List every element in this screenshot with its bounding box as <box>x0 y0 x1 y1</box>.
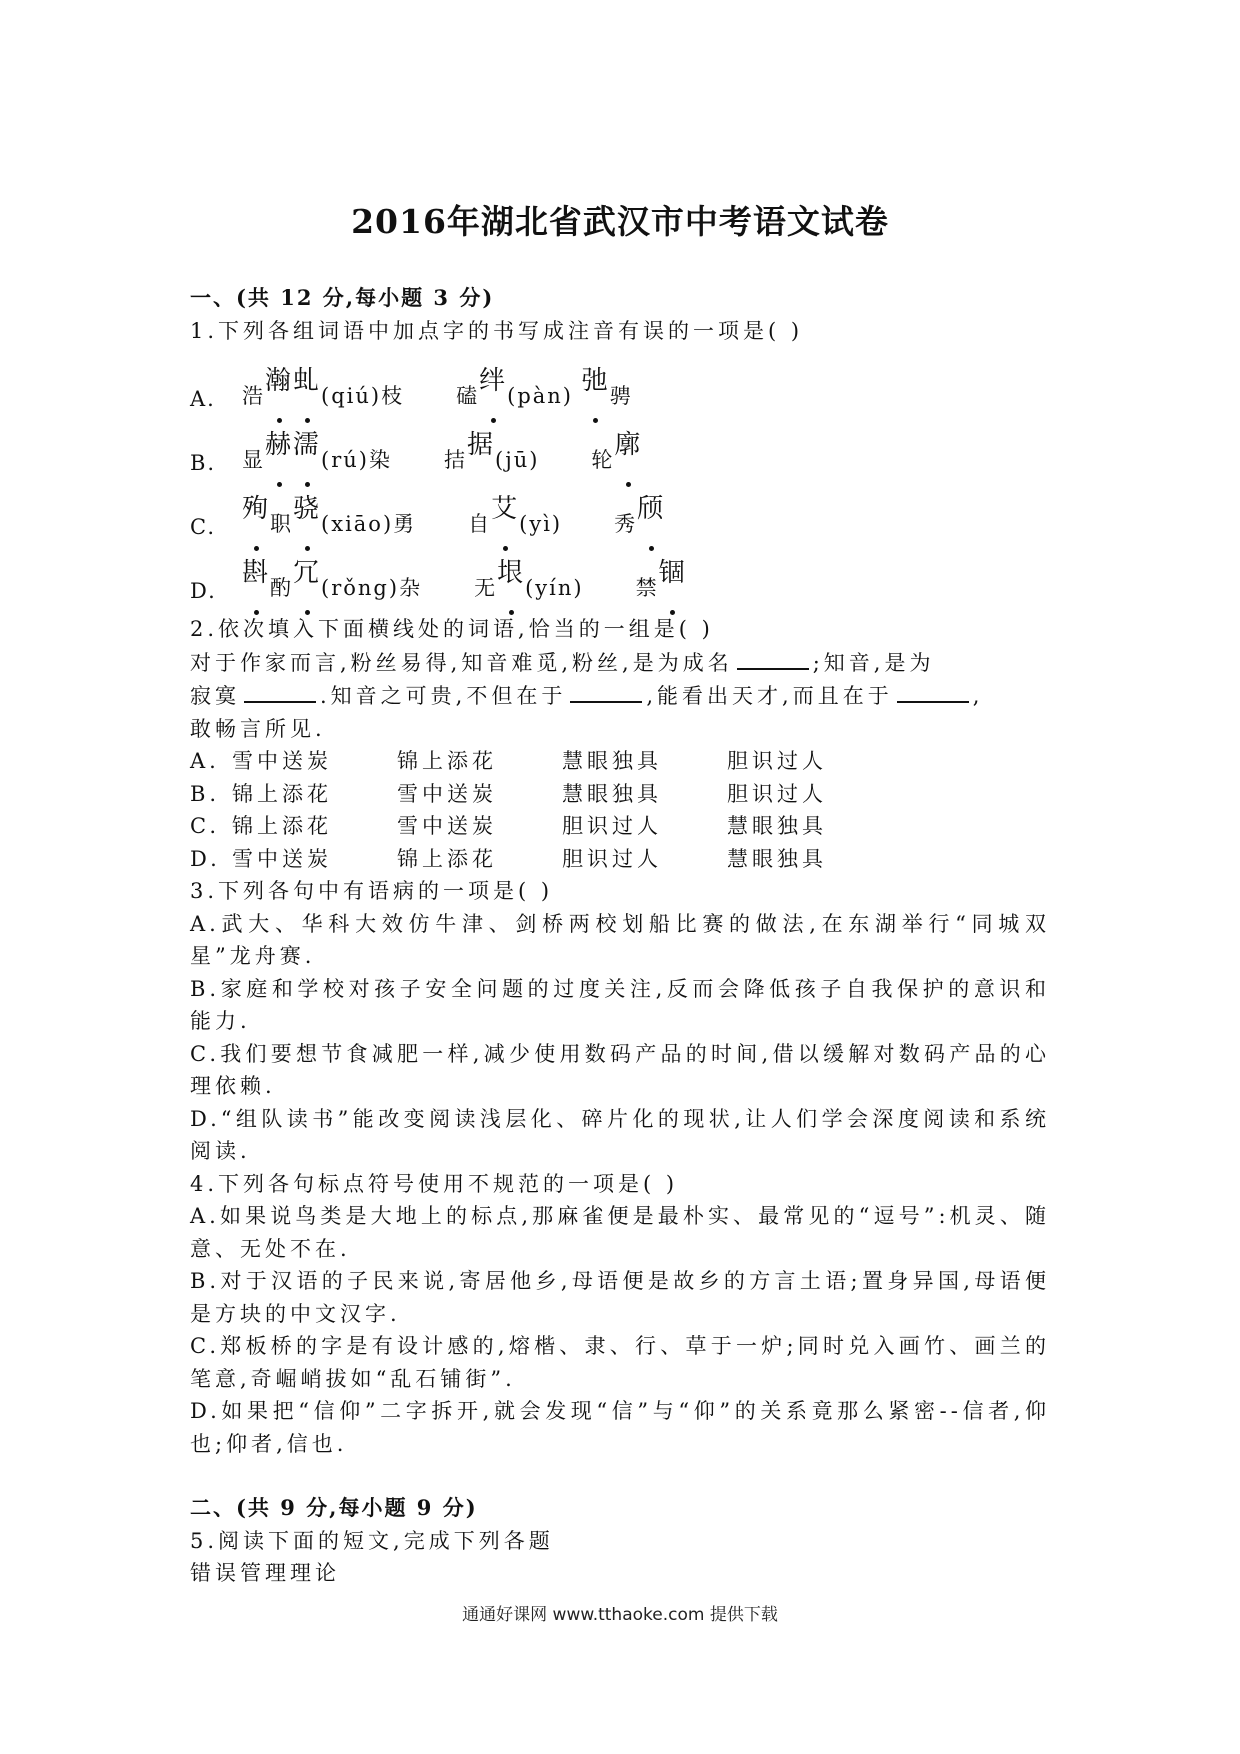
page-title: 2016年湖北省武汉市中考语文试卷 <box>351 202 889 241</box>
q4-option-a: A.如果说鸟类是大地上的标点,那麻雀便是最朴实、最常见的“逗号”:机灵、随意、无处不在. <box>190 1204 1050 1261</box>
q1-option-a: A. 浩瀚虬(qiú)枝 磕绊(pàn) 弛骋 <box>190 347 1050 411</box>
q4-stem: 4.下列各句标点符号使用不规范的一项是( ) <box>190 1171 679 1196</box>
q1-stem: 1.下列各组词语中加点字的书写成注音有误的一项是( ) <box>190 318 804 343</box>
page-footer: 通通好课网 www.tthaoke.com 提供下载 <box>462 1605 778 1625</box>
section1-heading: 一、(共 12 分,每小题 3 分) <box>190 285 495 310</box>
q3-option-b: B.家庭和学校对孩子安全问题的过度关注,反而会降低孩子自我保护的意识和能力. <box>190 976 1050 1033</box>
q3-option-c: C.我们要想节食减肥一样,减少使用数码产品的时间,借以缓解对数码产品的心理依赖. <box>190 1041 1050 1098</box>
q4-option-c: C.郑板桥的字是有设计感的,熔楷、隶、行、草于一炉;同时兑入画竹、画兰的笔意,奇崛峭拔如“乱石铺街”. <box>190 1334 1050 1391</box>
q1-option-d: D. 斟酌冗(rǒng)杂 无垠(yín) 禁锢 <box>190 539 1050 603</box>
q4-option-b: B.对于汉语的子民来说,寄居他乡,母语便是故乡的方言土语;置身异国,母语便是方块的中文汉字. <box>190 1269 1050 1326</box>
q2-text-line2: 寂寞 .知音之可贵,不但在于 ,能看出天才,而且在于 , <box>190 679 1050 713</box>
q2-option-b: B. 锦上添花 雪中送炭 慧眼独具 胆识过人 <box>190 781 827 806</box>
q4-option-d: D.如果把“信仰”二字拆开,就会发现“信”与“仰”的关系竟那么紧密--信者,仰也;仰者,信也. <box>190 1399 1050 1456</box>
q2-stem: 2.依次填入下面横线处的词语,恰当的一组是( ) <box>190 617 714 641</box>
q3-stem: 3.下列各句中有语病的一项是( ) <box>190 879 554 903</box>
q1-option-c: C. 殉职骁(xiāo)勇 自艾(yì) 秀颀 <box>190 475 1050 539</box>
section2-heading: 二、(共 9 分,每小题 9 分) <box>190 1495 478 1520</box>
answer-blank <box>737 646 809 670</box>
q2-option-c: C. 锦上添花 雪中送炭 胆识过人 慧眼独具 <box>190 814 827 838</box>
q1-option-b: B. 显赫濡(rú)染 拮据(jū) 轮廓 <box>190 411 1050 475</box>
answer-blank <box>244 679 316 703</box>
q2-option-a: A. 雪中送炭 锦上添花 慧眼独具 胆识过人 <box>190 749 827 773</box>
q3-option-a: A.武大、华科大效仿牛津、剑桥两校划船比赛的做法,在东湖举行“同城双星”龙舟赛. <box>190 911 1050 968</box>
exam-content <box>190 282 1050 1590</box>
q2-option-d: D. 雪中送炭 锦上添花 胆识过人 慧眼独具 <box>190 846 827 871</box>
answer-blank <box>897 679 969 703</box>
q2-text-line3: 敢畅言所见. <box>190 716 326 741</box>
answer-blank <box>570 679 642 703</box>
q5-stem: 5.阅读下面的短文,完成下列各题 <box>190 1528 554 1553</box>
q3-option-d: D.“组队读书”能改变阅读浅层化、碎片化的现状,让人们学会深度阅读和系统阅读. <box>190 1106 1050 1163</box>
q2-text-line1: 对于作家而言,粉丝易得,知音难觅,粉丝,是为成名 ;知音,是为 <box>190 646 1050 680</box>
passage-title: 错误管理理论 <box>190 1561 340 1585</box>
